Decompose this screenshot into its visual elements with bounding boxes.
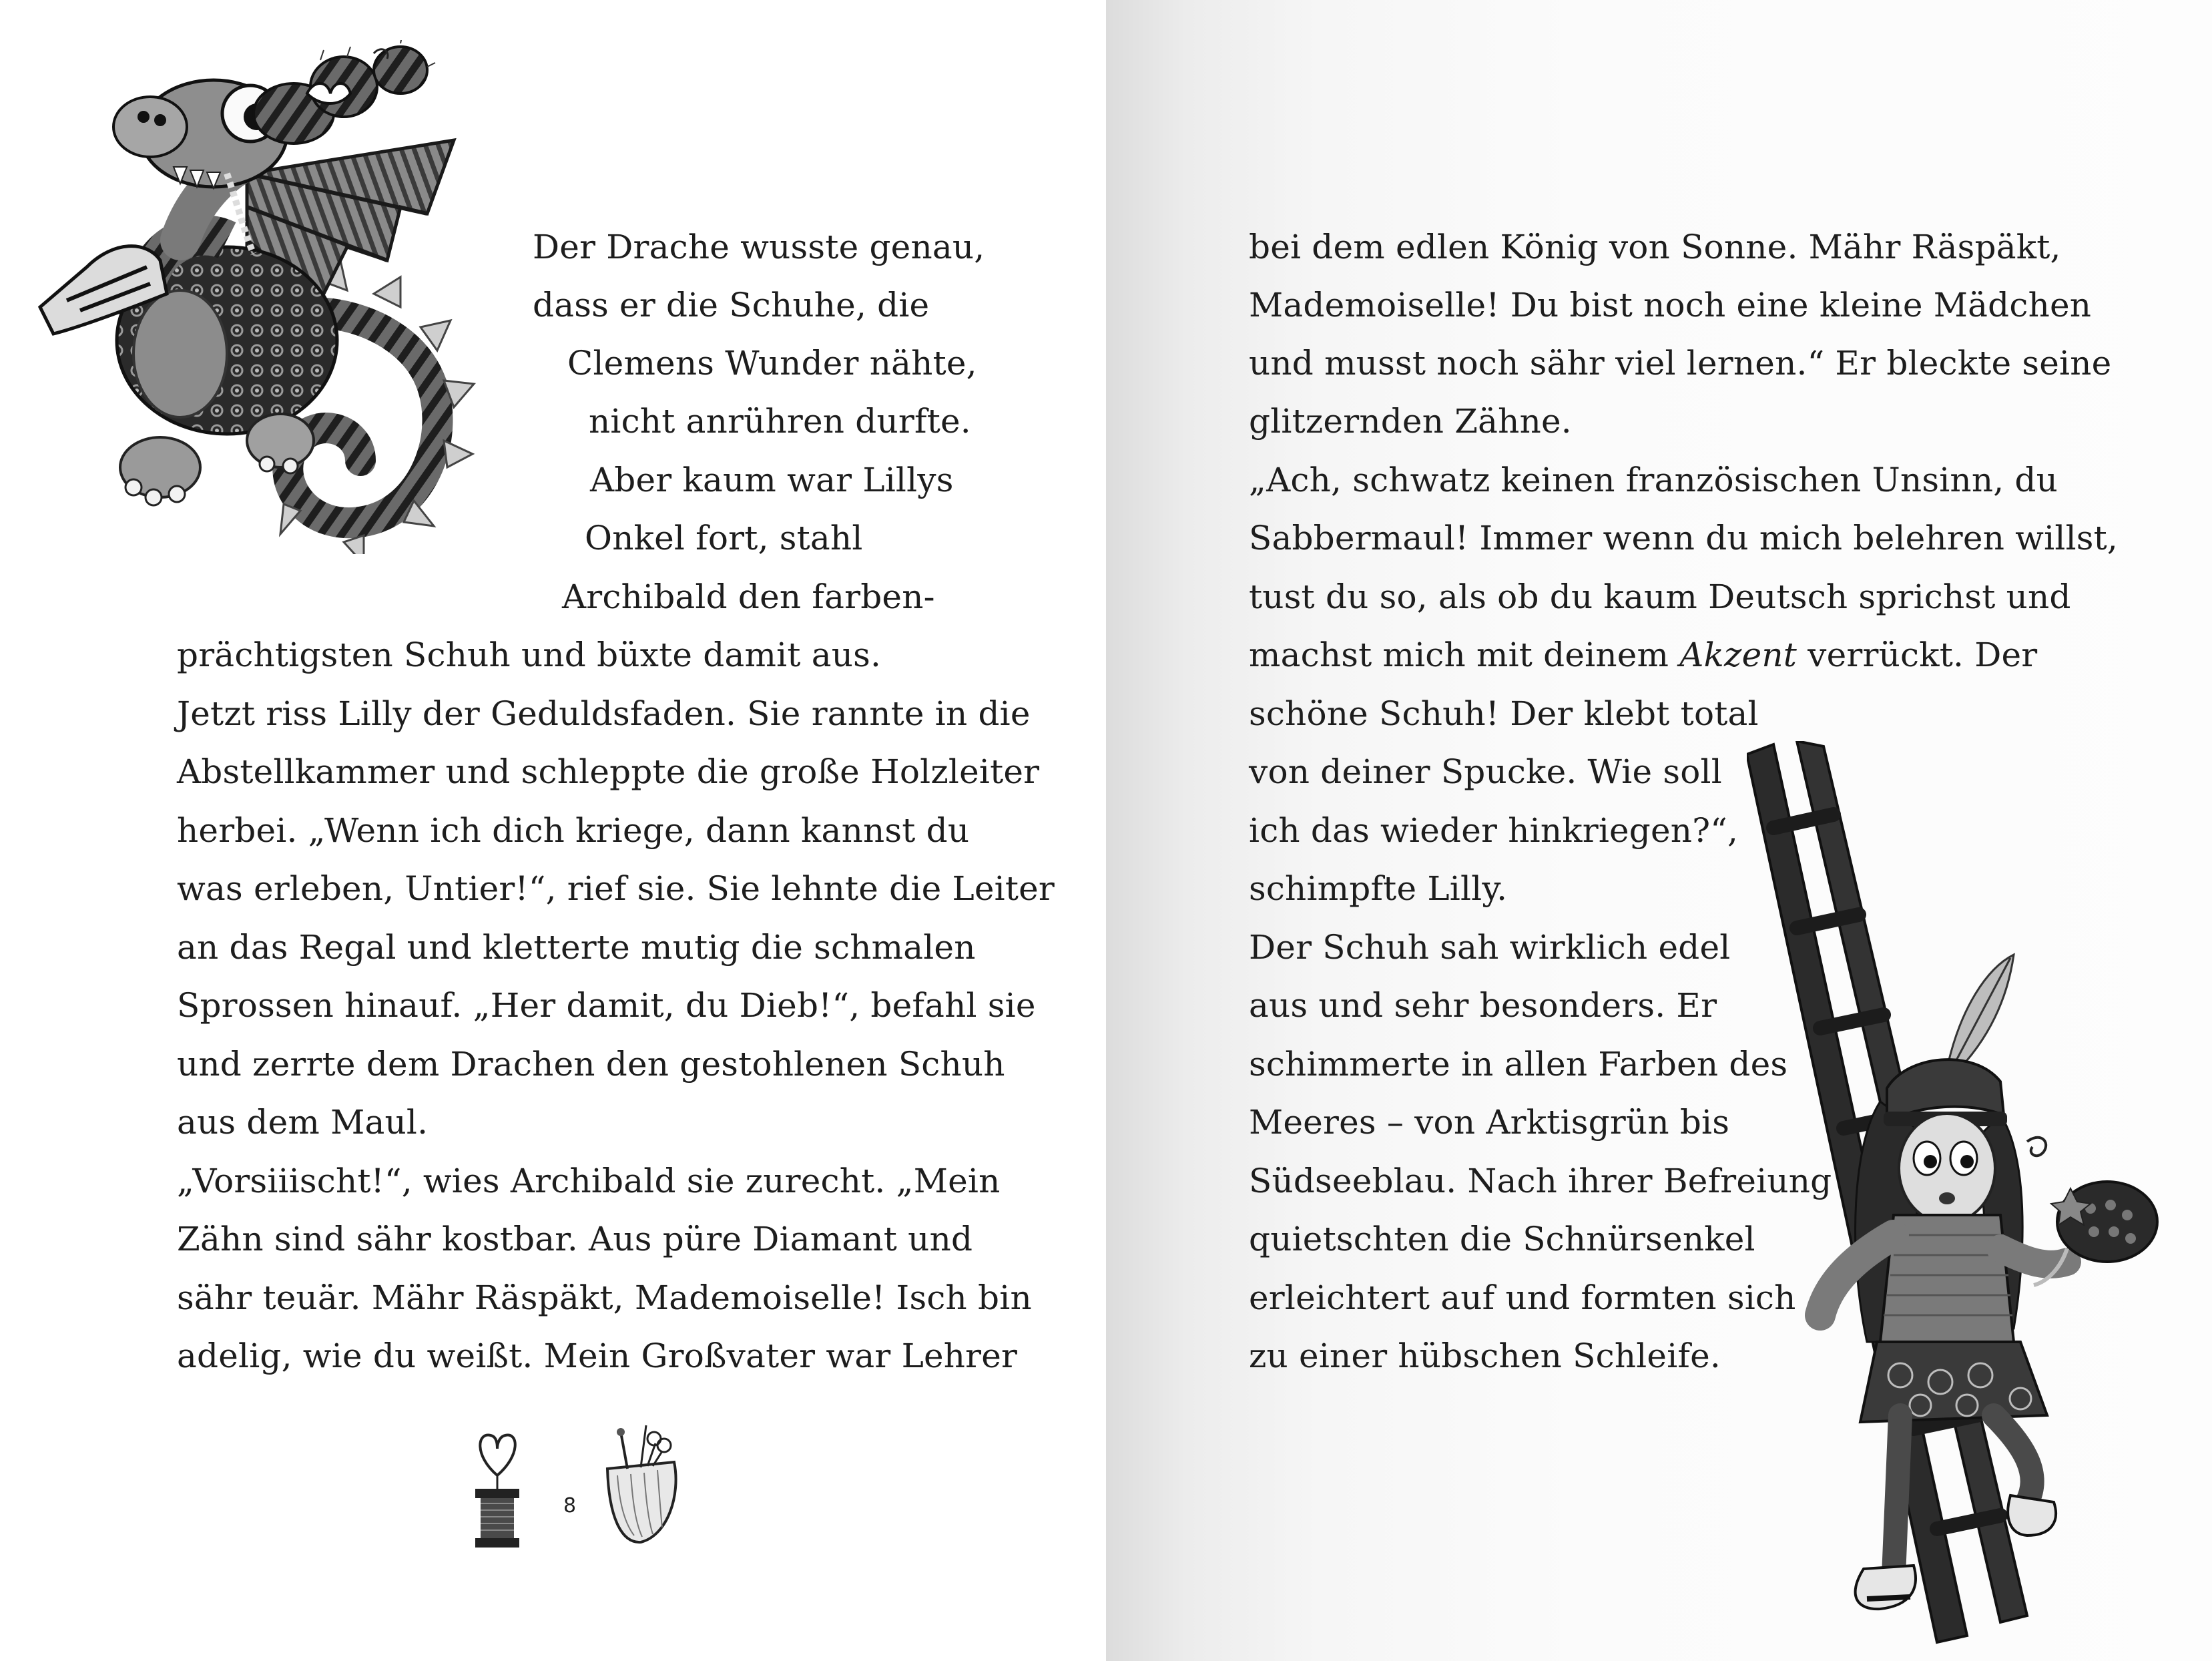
text-segment: machst mich mit deinem — [1249, 636, 1680, 674]
text-line: schimmerte in allen Farben des — [1249, 1045, 1788, 1084]
text-line: und musst noch sähr viel lernen.“ Er bleckte seine — [1249, 344, 2112, 383]
text-line: Südseeblau. Nach ihrer Befreiung — [1249, 1162, 1832, 1200]
text-line: tust du so, als ob du kaum Deutsch sprichst und — [1249, 577, 2071, 616]
text-line: Zähn sind sähr kostbar. Aus püre Diamant und — [177, 1220, 973, 1258]
text-line: „Vorsiiischt!“, wies Archibald sie zurecht. „Mein — [177, 1162, 1001, 1200]
text-segment: verrückt. Der — [1797, 636, 2038, 674]
text-line: adelig, wie du weißt. Mein Großvater war Lehrer — [177, 1337, 1018, 1375]
italic-word: Akzent — [1679, 636, 1798, 674]
right-page — [1106, 0, 2212, 1661]
text-line — [1249, 626, 2037, 684]
text-line: Abstellkammer und schleppte die große Holzleiter — [177, 752, 1040, 791]
text-line: ich das wieder hinkriegen?“, — [1249, 811, 1739, 850]
text-line: herbei. „Wenn ich dich kriege, dann kannst du — [177, 811, 970, 850]
text-line: Jetzt riss Lilly der Geduldsfaden. Sie rannte in die — [177, 694, 1031, 733]
text-line: quietschten die Schnürsenkel — [1249, 1220, 1755, 1258]
text-line: dass er die Schuhe, die — [533, 286, 930, 324]
text-line: aus und sehr besonders. Er — [1249, 986, 1717, 1025]
girl-on-ladder-illustration — [1747, 741, 2187, 1649]
thread-spool-heart-icon — [467, 1429, 527, 1549]
text-line: prächtigsten Schuh und büxte damit aus. — [177, 636, 882, 674]
text-line: an das Regal und kletterte mutig die schmalen — [177, 928, 976, 967]
text-line: zu einer hübschen Schleife. — [1249, 1337, 1721, 1375]
dragon-illustration — [27, 40, 547, 554]
text-line: was erleben, Untier!“, rief sie. Sie lehnte die Leiter — [177, 869, 1055, 908]
sewing-pouch-icon — [594, 1422, 687, 1549]
text-line: Der Drache wusste genau, — [533, 228, 985, 266]
text-line: Mademoiselle! Du bist noch eine kleine Mädchen — [1249, 286, 2092, 324]
text-line: von deiner Spucke. Wie soll — [1249, 752, 1722, 791]
text-line: Sabbermaul! Immer wenn du mich belehren willst, — [1249, 519, 2119, 557]
text-line: Aber kaum war Lillys — [590, 461, 954, 499]
text-line: Meeres – von Arktisgrün bis — [1249, 1103, 1730, 1142]
page-number: 8 — [563, 1494, 577, 1517]
text-line: aus dem Maul. — [177, 1103, 429, 1142]
text-line: bei dem edlen König von Sonne. Mähr Räspäkt, — [1249, 228, 2061, 266]
text-line: schimpfte Lilly. — [1249, 869, 1508, 908]
text-line: und zerrte dem Drachen den gestohlenen Schuh — [177, 1045, 1005, 1084]
text-line: „Ach, schwatz keinen französischen Unsinn, du — [1249, 461, 2058, 499]
text-line: nicht anrühren durfte. — [589, 402, 971, 441]
text-line: Sprossen hinauf. „Her damit, du Dieb!“, befahl sie — [177, 986, 1036, 1025]
text-line: Onkel fort, stahl — [585, 519, 863, 557]
text-line: schöne Schuh! Der klebt total — [1249, 694, 1759, 733]
text-line: Der Schuh sah wirklich edel — [1249, 928, 1731, 967]
text-line: sähr teuär. Mähr Räspäkt, Mademoiselle! Isch bin — [177, 1278, 1032, 1317]
text-line: Clemens Wunder nähte, — [567, 344, 977, 383]
text-line: glitzernden Zähne. — [1249, 402, 1572, 441]
text-line: erleichtert auf und formten sich — [1249, 1278, 1796, 1317]
text-line: Archibald den farben- — [562, 577, 935, 616]
